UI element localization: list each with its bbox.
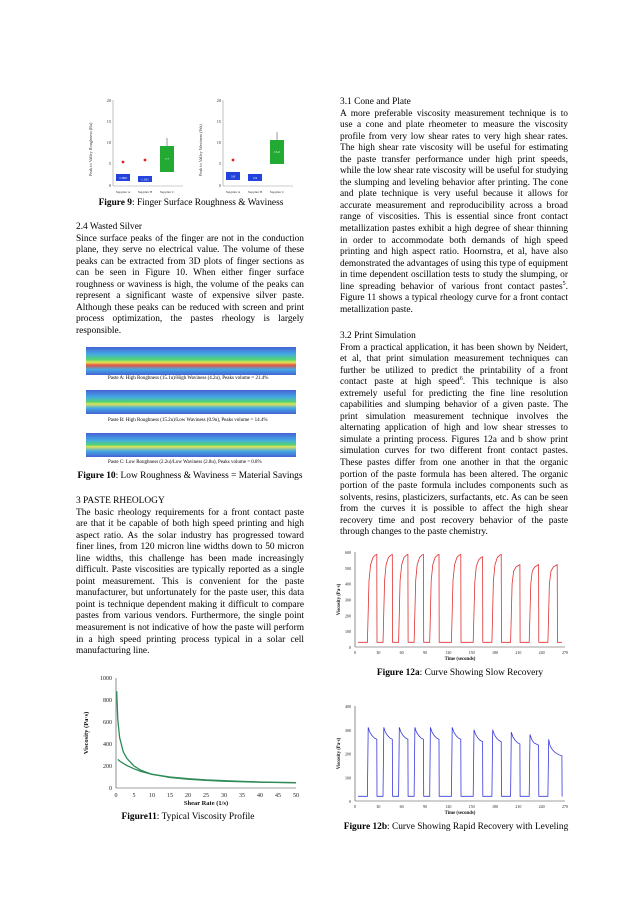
x-tick-label: 50 bbox=[293, 793, 299, 799]
paste-a-3d-strip bbox=[86, 347, 296, 375]
fig9-ytick: 5 bbox=[218, 161, 221, 166]
fig9-ytick: 20 bbox=[216, 98, 221, 103]
x-tick-label: 90 bbox=[423, 804, 427, 809]
fig9-box-value: 2.9 bbox=[252, 176, 258, 180]
x-tick-label: 30 bbox=[376, 650, 381, 655]
figure-12b-caption bbox=[336, 822, 576, 833]
fig9-right-ylabel: Peak to Valley Waviness (Wa) bbox=[198, 124, 203, 176]
figure-11-chart bbox=[76, 672, 304, 812]
figure-12a-caption bbox=[360, 668, 560, 679]
fig9-category: Supplier A bbox=[225, 190, 241, 194]
x-tick-label: 270 bbox=[562, 650, 568, 655]
caption-text: : Finger Surface Roughness & Waviness bbox=[132, 198, 284, 208]
x-tick-label: 0 bbox=[354, 804, 356, 809]
x-tick-label: 60 bbox=[399, 804, 404, 809]
y-tick-label: 200 bbox=[103, 764, 112, 770]
fig9-category: Supplier B bbox=[247, 190, 263, 194]
fig9-left-ylabel: Peak to Valley Roughness (Ra) bbox=[88, 122, 93, 176]
body-text: . Figure 11 shows a typical rheology curve for a front contact metallization paste. bbox=[340, 281, 568, 315]
x-tick-label: 90 bbox=[423, 650, 427, 655]
fig9-box-value: 3.8 bbox=[230, 174, 236, 179]
section-heading: 2.4 Wasted Silver bbox=[76, 222, 142, 232]
series-line bbox=[358, 554, 562, 642]
fig9-box-value: 7.7 bbox=[164, 157, 170, 161]
y-tick-label: 0 bbox=[349, 799, 351, 804]
x-tick-label: 15 bbox=[167, 793, 173, 799]
paste-b-3d-strip bbox=[86, 390, 296, 414]
caption-label: Figure 9 bbox=[98, 198, 132, 208]
caption-text: : Curve Showing Rapid Recovery with Leveling bbox=[387, 822, 569, 832]
y-tick-label: 400 bbox=[345, 581, 351, 587]
x-tick-label: 20 bbox=[185, 793, 191, 799]
series-line bbox=[358, 727, 562, 796]
y-tick-label: 0 bbox=[349, 645, 351, 650]
x-tick-label: 240 bbox=[538, 650, 545, 655]
x-tick-label: 5 bbox=[132, 793, 136, 799]
y-tick-label: 300 bbox=[345, 727, 351, 733]
fig9-ytick: 15 bbox=[216, 119, 221, 124]
fig9-outlier bbox=[122, 161, 125, 164]
y-tick-label: 500 bbox=[345, 565, 351, 571]
paste-a-label: Paste A: High Roughness (15.1u)/High Waviness (4.2u), Peaks volume = 21.4% bbox=[108, 376, 269, 381]
figure-10-caption bbox=[70, 471, 310, 482]
fig9-ytick: 20 bbox=[106, 98, 111, 103]
section-heading: 3.1 Cone and Plate bbox=[340, 97, 411, 107]
x-axis-label: Time (seconds) bbox=[444, 811, 476, 816]
fig9-category: Supplier C bbox=[269, 190, 285, 194]
reference-number: 6 bbox=[459, 376, 463, 383]
fig9-ytick: 5 bbox=[108, 161, 111, 166]
y-tick-label: 0 bbox=[109, 786, 112, 792]
caption-label: Figure 10 bbox=[77, 471, 116, 481]
section-3-1 bbox=[340, 97, 568, 316]
paste-b-label: Paste B: High Roughness (15.2u)/Low Waviness (0.9u), Peaks volume = 14.4% bbox=[108, 418, 268, 423]
y-axis-label: Viscosity (Pa·s) bbox=[83, 711, 90, 755]
section-body: The basic rheology requirements for a front contact paste are that it be capable of both high speed printing and high aspect ratio. As the solar industry has progressed toward finer lines, from 120 micron line widths down to 50 micron line widths, this challenge has been made increasingly difficult. Paste viscosities are typically reported as a single point measurement. This is convenient for the paste manufacturer, but unfortunately for the paste user, this data point is technique dependent making it difficult to compare pastes from various vendors. Furthermore, the single point measurement is not indicative of how the paste will perform in a high speed printing process typical in a solar cell manufacturing line. bbox=[76, 507, 304, 657]
fig9-ytick: 0 bbox=[218, 183, 221, 188]
y-tick-label: 600 bbox=[103, 720, 112, 726]
x-tick-label: 0 bbox=[354, 650, 356, 655]
x-tick-label: 270 bbox=[562, 804, 568, 809]
x-tick-label: 40 bbox=[257, 793, 263, 799]
reference-number: 5 bbox=[562, 280, 566, 287]
caption-label: Figure 12b bbox=[343, 822, 388, 832]
fig9-category: Supplier A bbox=[115, 190, 131, 194]
paste-c-3d-strip bbox=[86, 433, 296, 457]
y-tick-label: 400 bbox=[103, 742, 112, 748]
fig9-box-value: 1.099 bbox=[119, 176, 127, 180]
x-tick-label: 180 bbox=[492, 650, 498, 655]
caption-label: Figure11 bbox=[121, 812, 157, 822]
section-body: Since surface peaks of the finger are not in the conduction plane, they serve no electrical value. The volume of these peaks can be extracted from 3D plots of finger sections as can be seen in Figure 10. When either finger surface roughness or waviness is high, the volume of the peaks can represent a significant waste of expensive silver paste. Although these peaks can be reduced with screen and print process optimization, the pastes rheology is largely responsible. bbox=[76, 233, 304, 336]
y-tick-label: 600 bbox=[345, 550, 351, 555]
y-tick-label: 300 bbox=[345, 597, 351, 603]
y-tick-label: 200 bbox=[345, 613, 351, 619]
x-tick-label: 35 bbox=[239, 793, 245, 799]
fig9-outlier bbox=[144, 159, 147, 162]
x-tick-label: 30 bbox=[221, 793, 227, 799]
section-body bbox=[340, 343, 568, 539]
x-tick-label: 210 bbox=[515, 804, 522, 809]
y-tick-label: 100 bbox=[345, 775, 351, 781]
caption-text: : Low Roughness & Waviness = Material Savings bbox=[115, 471, 303, 481]
section-body bbox=[340, 109, 568, 317]
section-3 bbox=[76, 496, 304, 658]
y-tick-label: 400 bbox=[345, 704, 351, 709]
body-text: A more preferable viscosity measurement technique is to use a cone and plate rheometer to measure the viscosity profile from very low shear rates to very high shear rates. The high shear rate viscosity will be useful for estimating the paste transfer performance under high print speeds, while the low shear rate viscosity will be useful for studying the slumping and leveling behavior after printing. The cone and plate technique is very useful because it allows for accurate measurement and reproducibility across a broad range of viscosities. This is essential since front contact metallization pastes exhibit a high degree of shear thinning in order to accommodate both demands of high speed printing and high aspect ratio. Hoornstra, et al, have also demonstrated the advantages of using this type of equipment in time dependent oscillation tests to study the slumping, or line spreading behavior of various front contact pastes bbox=[340, 108, 568, 292]
figure-9-chart bbox=[78, 94, 298, 204]
paste-c-label: Paste C: Low Roughness (2.2u)/Low Waviness (2.8u), Peaks volume = 0.8% bbox=[108, 460, 262, 465]
x-tick-label: 60 bbox=[399, 650, 404, 655]
x-tick-label: 25 bbox=[203, 793, 209, 799]
fig9-category: Supplier B bbox=[137, 190, 153, 194]
x-tick-label: 45 bbox=[275, 793, 281, 799]
fig9-ytick: 10 bbox=[106, 140, 111, 145]
y-axis-label: Viscosity (Pa·s) bbox=[337, 737, 342, 770]
figure-12b-chart bbox=[330, 700, 575, 822]
fig9-outlier bbox=[232, 159, 235, 162]
x-tick-label: 150 bbox=[468, 804, 475, 809]
figure-10-image bbox=[86, 343, 296, 469]
x-tick-label: 0 bbox=[114, 793, 118, 799]
caption-text: : Curve Showing Slow Recovery bbox=[419, 668, 544, 678]
figure-12a-chart bbox=[330, 546, 575, 668]
fig9-category: Supplier C bbox=[159, 190, 175, 194]
y-tick-label: 800 bbox=[103, 698, 112, 704]
body-text: From a practical application, it has been shown by Neidert, et al, that print simulation measurement techniques can further be utilized to predict the printability of a front contact paste at high speed bbox=[340, 342, 568, 388]
x-tick-label: 210 bbox=[515, 650, 522, 655]
x-tick-label: 180 bbox=[492, 804, 498, 809]
body-text: . This technique is also extremely useful for predicting the fine line resolution capabilities and slumping behavior of a given paste. The print simulation measurement technique involves the alternating application of high and low shear stresses to simulate a printing process. Figures 12a and b show print simulation curves for two different front contact pastes. These pastes differ from one another in that the organic portion of the paste formula has been altered. The organic portion of the paste formula includes components such as solvents, resins, plasticizers, surfactants, etc. As can be seen from the curves it is possible to affect the high shear recovery time and post recovery behavior of the paste through changes to the paste chemistry. bbox=[340, 377, 568, 538]
fig9-box-value: 1.181 bbox=[141, 177, 149, 182]
caption-text: : Typical Viscosity Profile bbox=[156, 812, 255, 822]
x-tick-label: 10 bbox=[149, 793, 155, 799]
y-tick-label: 100 bbox=[345, 629, 351, 635]
figure-11-caption bbox=[88, 812, 288, 823]
x-axis-label: Time (seconds) bbox=[444, 657, 476, 662]
x-axis-label: Shear Rate (1/s) bbox=[183, 800, 229, 807]
y-tick-label: 1000 bbox=[100, 676, 112, 682]
section-2-4 bbox=[76, 222, 304, 337]
x-tick-label: 120 bbox=[445, 650, 452, 655]
section-heading: 3.2 Print Simulation bbox=[340, 331, 416, 341]
x-tick-label: 240 bbox=[538, 804, 545, 809]
x-tick-label: 150 bbox=[468, 650, 475, 655]
figure-9-caption bbox=[86, 198, 296, 209]
section-3-2 bbox=[340, 331, 568, 539]
section-heading: 3 PASTE RHEOLOGY bbox=[76, 496, 165, 506]
y-axis-label: Viscosity (Pa·s) bbox=[337, 583, 342, 616]
y-tick-label: 200 bbox=[345, 751, 351, 757]
caption-label: Figure 12a bbox=[376, 668, 420, 678]
series-line-1 bbox=[117, 691, 296, 783]
x-tick-label: 30 bbox=[376, 804, 381, 809]
fig9-box-value: 13.2 bbox=[274, 150, 280, 154]
fig9-ytick: 0 bbox=[108, 183, 111, 188]
x-tick-label: 120 bbox=[445, 804, 452, 809]
fig9-ytick: 15 bbox=[106, 119, 111, 124]
fig9-ytick: 10 bbox=[216, 140, 221, 145]
